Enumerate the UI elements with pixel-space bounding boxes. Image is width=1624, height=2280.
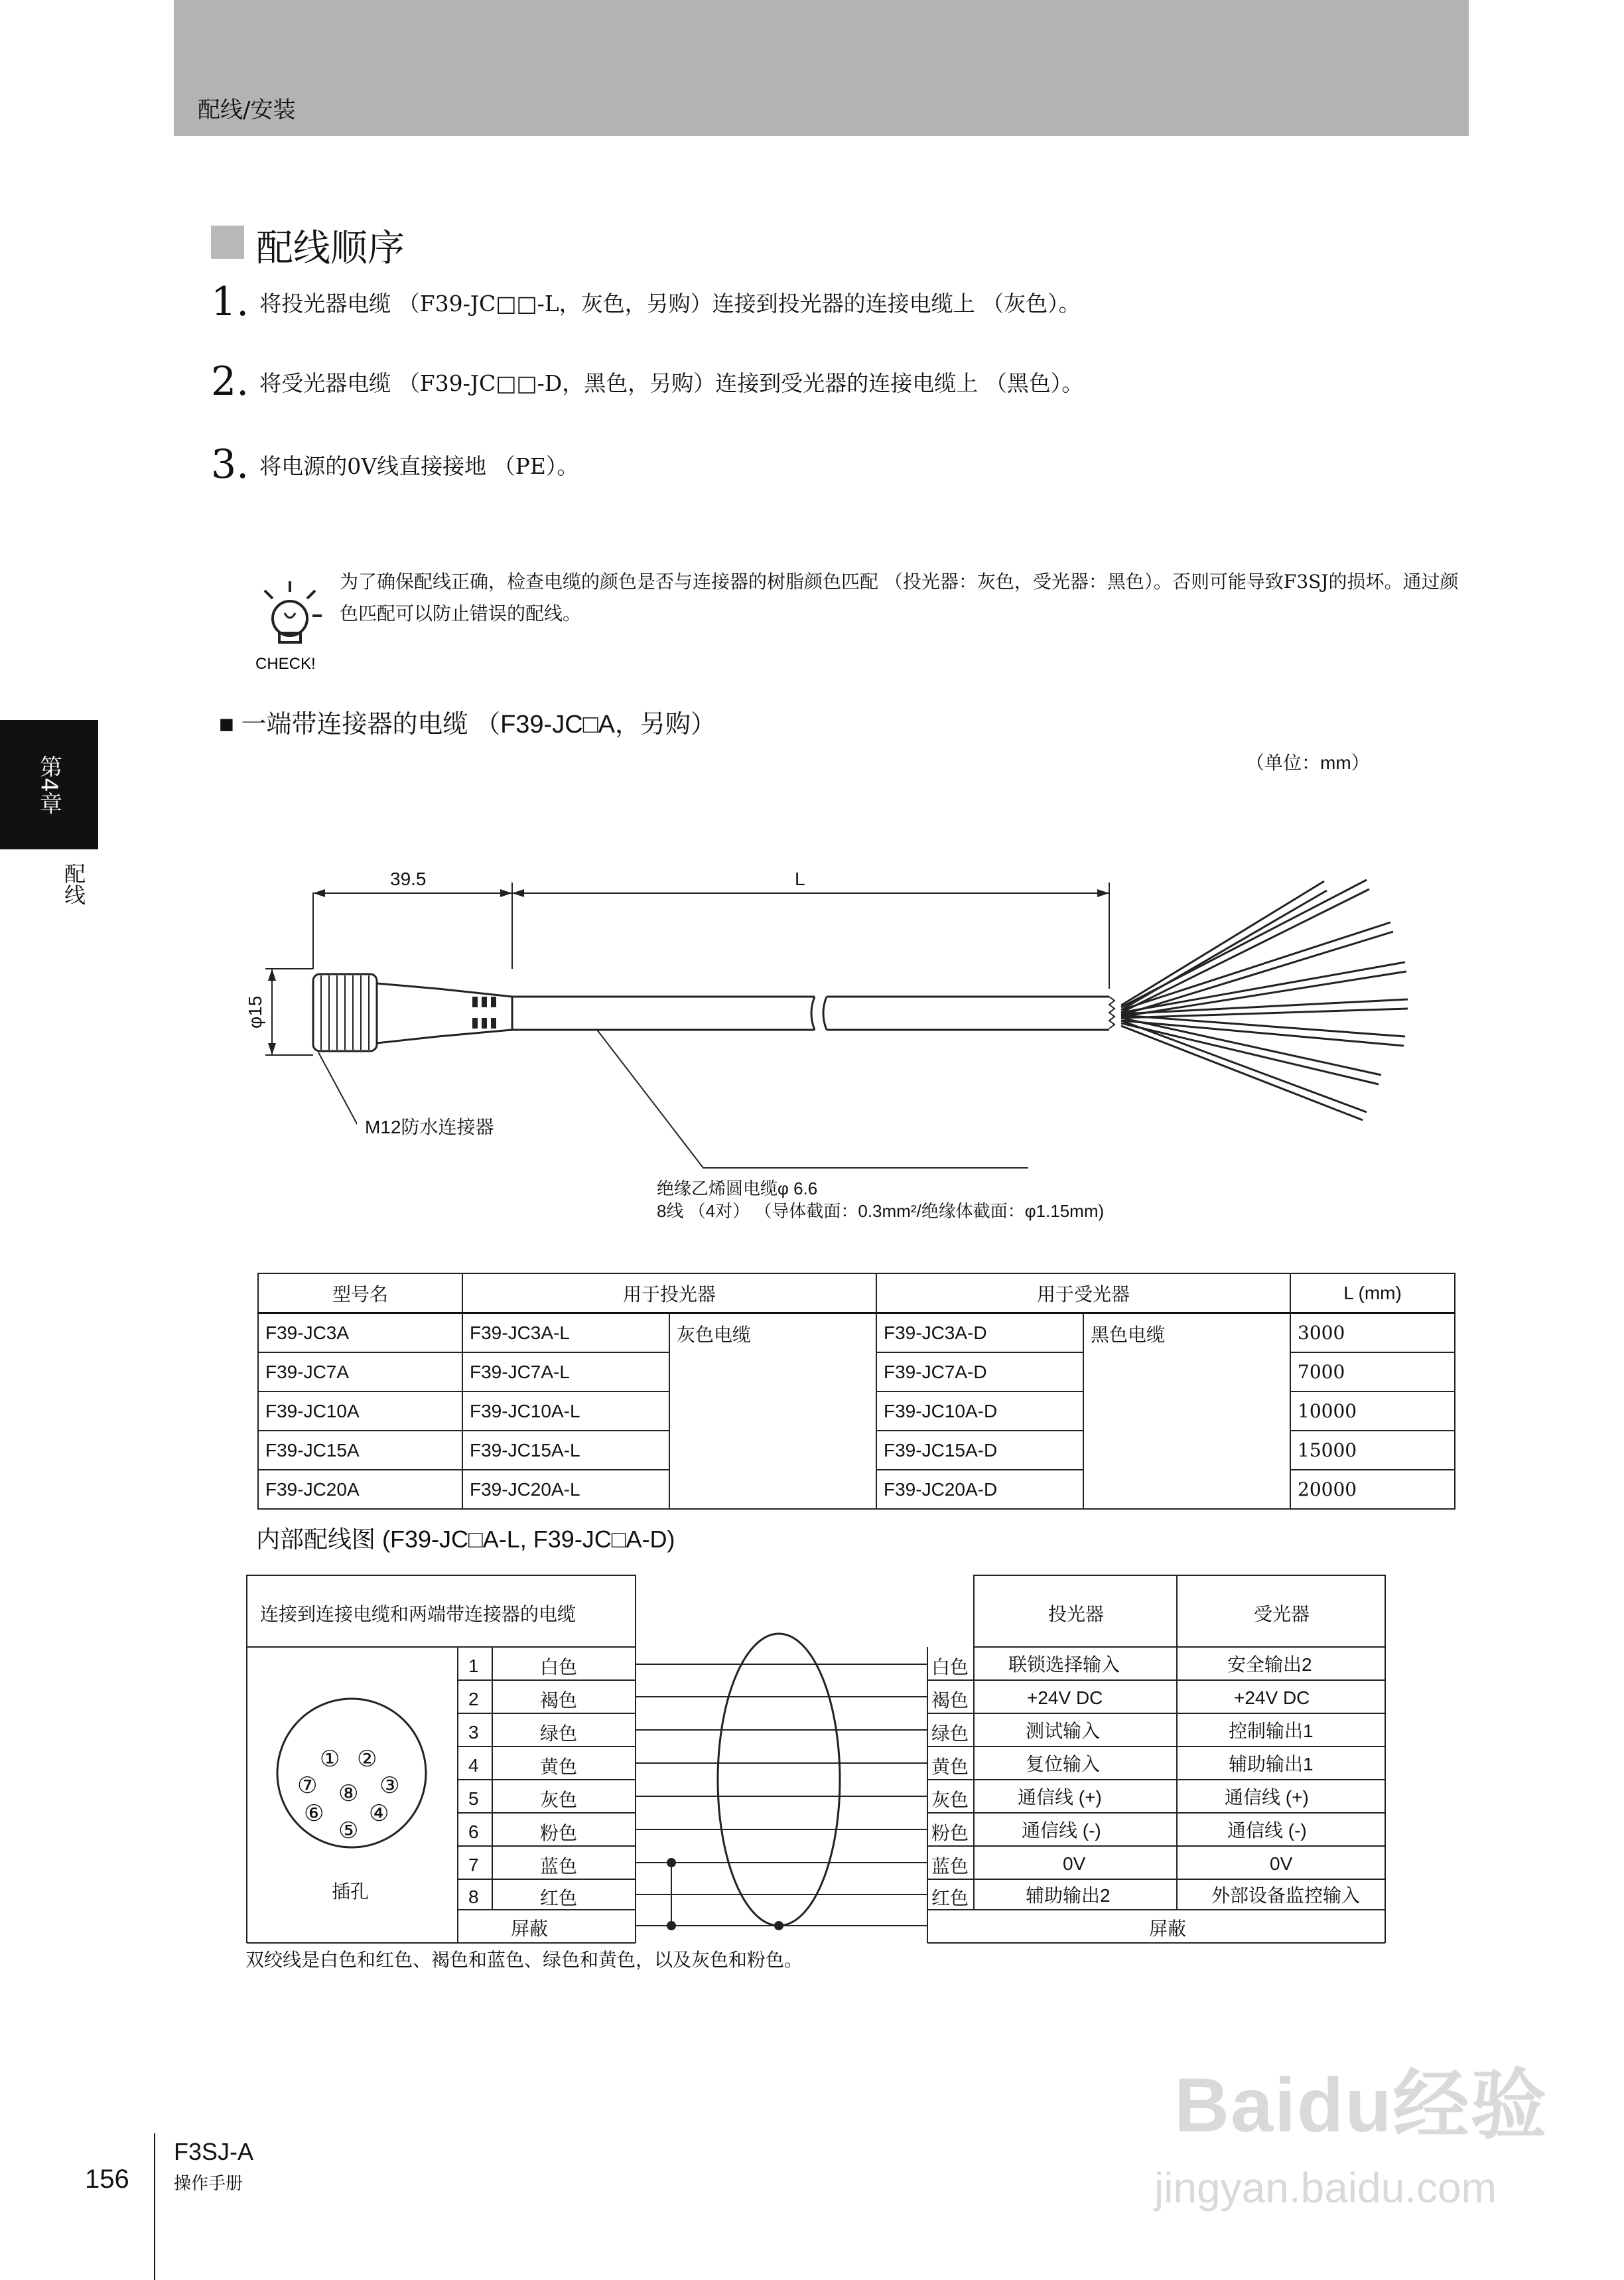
svg-text:安全输出2: 安全输出2 [1227,1654,1312,1675]
page-header-band [174,0,1469,136]
table-row: F39-JC10A F39-JC10A-L F39-JC10A-D 10000 [258,1391,1455,1431]
header-title: 配线/安装 [198,97,296,123]
shield-label-left: 屏蔽 [511,1918,549,1939]
watermark-logo: Baidu经验 [1174,2063,1548,2148]
svg-text:⑤: ⑤ [338,1817,359,1844]
svg-text:白色: 白色 [931,1657,969,1677]
model-table [257,1273,1455,1510]
svg-text:通信线 (+): 通信线 (+) [1018,1787,1102,1808]
svg-text:+24V DC: +24V DC [1234,1687,1310,1708]
svg-text:6: 6 [468,1821,479,1842]
svg-text:红色: 红色 [540,1888,578,1908]
table-header-row [258,1273,1455,1313]
svg-text:①: ① [320,1746,340,1772]
dim-diameter-label: φ15 [245,995,265,1029]
svg-text:通信线 (+): 通信线 (+) [1225,1787,1309,1808]
svg-text:白色: 白色 [540,1657,578,1677]
svg-text:0V: 0V [1063,1853,1086,1874]
svg-text:红色: 红色 [931,1888,969,1908]
svg-text:7: 7 [468,1855,479,1875]
header-length: L (mm) [1290,1273,1455,1313]
cable-section-title: ■ 一端带连接器的电缆 （F39-JC□A，另购） [219,711,716,739]
internal-wiring-diagram [245,1574,1387,1946]
chapter-tab-label: 第4章 [35,754,62,815]
footer-model: F3SJ-A [174,2138,254,2165]
svg-text:②: ② [357,1746,377,1772]
svg-text:+24V DC: +24V DC [1027,1687,1103,1708]
wiring-left-header: 连接到连接电缆和两端带连接器的电缆 [260,1604,576,1624]
check-label: CHECK! [255,655,316,672]
svg-text:测试输入: 测试输入 [1026,1721,1101,1741]
section-title: 配线顺序 [256,227,405,270]
emitter-cable-color: 灰色电缆 [669,1313,876,1510]
header-receiver: 用于受光器 [876,1273,1290,1313]
table-row: F39-JC20A F39-JC20A-L F39-JC20A-D 20000 [258,1470,1455,1509]
svg-text:通信线 (-): 通信线 (-) [1227,1820,1307,1841]
footer-manual: 操作手册 [174,2173,243,2193]
table-row: F39-JC3A F39-JC3A-L 灰色电缆 F39-JC3A-D 黑色电缆 3000 [258,1313,1455,1353]
svg-text:③: ③ [379,1772,400,1799]
svg-text:通信线 (-): 通信线 (-) [1022,1820,1101,1841]
cable-dimension-drawing [239,856,1426,1241]
svg-text:蓝色: 蓝色 [931,1856,969,1877]
header-emitter: 用于投光器 [462,1273,876,1313]
svg-text:辅助输出2: 辅助输出2 [1026,1885,1111,1906]
table-row: F39-JC15A F39-JC15A-L F39-JC15A-D 15000 [258,1431,1455,1470]
svg-text:1: 1 [468,1656,479,1676]
page-number: 156 [85,2165,129,2194]
svg-text:辅助输出1: 辅助输出1 [1229,1754,1314,1774]
svg-text:褐色: 褐色 [931,1690,969,1711]
check-note-text: 为了确保配线正确，检查电缆的颜色是否与连接器的树脂颜色匹配 （投光器：灰色，受光器：黑色）。否则可能导致F3SJ的损坏。通过颜色匹配可以防止错误的配线。 [340,571,1459,624]
header-model: 型号名 [258,1273,462,1313]
cable-spec-line2: 8线 （4对） （导体截面：0.3mm²/绝缘体截面：φ1.15mm) [657,1201,1105,1221]
svg-text:4: 4 [468,1755,479,1776]
shield-label-right: 屏蔽 [1149,1918,1187,1939]
svg-text:0V: 0V [1270,1853,1293,1874]
svg-text:绿色: 绿色 [931,1723,969,1744]
receiver-cable-color: 黑色电缆 [1083,1313,1290,1510]
dim-length-label: L [795,869,805,889]
check-lightbulb-icon [255,572,328,672]
socket-label: 插孔 [332,1881,370,1902]
svg-text:黄色: 黄色 [540,1756,578,1777]
svg-text:8: 8 [468,1887,479,1907]
emitter-header: 投光器 [1048,1604,1105,1624]
step-1: 1. 将投光器电缆 （F39-JC□□-L，灰色，另购）连接到投光器的连接电缆上 （灰色）。 [211,279,1081,325]
footer-divider [154,2133,155,2280]
svg-text:控制输出1: 控制输出1 [1229,1721,1314,1741]
connector-label: M12防水连接器 [365,1117,494,1137]
svg-text:外部设备监控输入: 外部设备监控输入 [1211,1885,1361,1906]
step-3: 3. 将电源的0V线直接接地 （PE）。 [211,441,579,488]
svg-text:⑥: ⑥ [304,1800,324,1827]
socket-pins [297,1746,399,1844]
cable-spec-line1: 绝缘乙烯圆电缆φ 6.6 [657,1178,818,1198]
svg-text:⑧: ⑧ [338,1780,359,1807]
svg-text:蓝色: 蓝色 [540,1856,578,1877]
svg-text:黄色: 黄色 [931,1756,969,1777]
receiver-header: 受光器 [1254,1604,1310,1624]
svg-text:3: 3 [468,1722,479,1743]
unit-label: （单位：mm） [1246,752,1370,773]
chapter-side-label: 配线 [61,863,86,905]
svg-text:5: 5 [468,1788,479,1809]
svg-text:联锁选择输入: 联锁选择输入 [1008,1654,1120,1675]
wiring-note: 双绞线是白色和红色、褐色和蓝色、绿色和黄色，以及灰色和粉色。 [245,1950,803,1970]
watermark-url: jingyan.baidu.com [1154,2164,1497,2212]
svg-text:2: 2 [468,1689,479,1709]
svg-text:粉色: 粉色 [931,1823,969,1843]
svg-text:褐色: 褐色 [540,1690,578,1711]
wiring-title: 内部配线图 (F39-JC□A-L, F39-JC□A-D) [256,1526,675,1553]
step-2: 2. 将受光器电缆 （F39-JC□□-D，黑色，另购）连接到受光器的连接电缆上 （黑色）。 [211,358,1084,405]
svg-text:⑦: ⑦ [297,1772,318,1799]
dim-connector-label: 39.5 [390,869,427,889]
table-row: F39-JC7A F39-JC7A-L F39-JC7A-D 7000 [258,1352,1455,1391]
svg-text:粉色: 粉色 [540,1823,578,1843]
svg-text:灰色: 灰色 [540,1790,578,1810]
svg-text:灰色: 灰色 [931,1790,969,1810]
svg-text:复位输入: 复位输入 [1026,1754,1101,1774]
svg-text:④: ④ [369,1800,389,1827]
svg-text:绿色: 绿色 [540,1723,578,1744]
